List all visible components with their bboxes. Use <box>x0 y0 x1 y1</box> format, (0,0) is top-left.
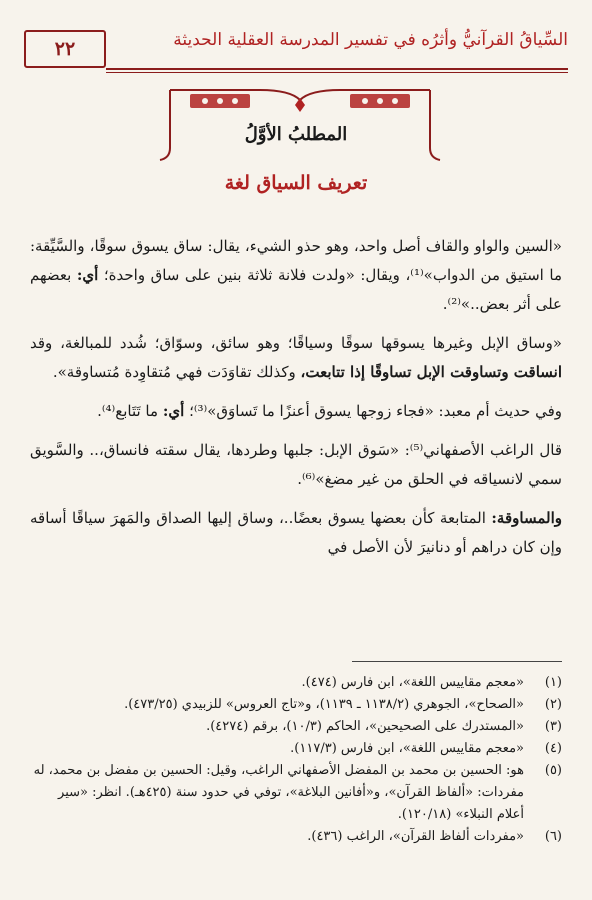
section-heading: تعريف السياق لغة <box>224 172 368 194</box>
footnote: (٢) «الصحاح»، الجوهري (١١٣٨/٢ ـ ١١٣٩)، و«تاج العروس» للزبيدي (٤٧٣/٢٥). <box>124 697 562 712</box>
footnote: (١) «معجم مقاييس اللغة»، ابن فارس (٤٧٤). <box>301 675 562 690</box>
paragraph-2: «وساق الإبل وغيرها يسوقها سوقًا وسياقًا؛ وهو سائق، وسوّاق؛ شُدد للمبالغة، وقد انساقت وتساوقت الإبل تساوقًا إذا تتابعت، وكذلك تقاوَدَت فهي مُتقاوِدة مُتساوقة». <box>30 334 562 381</box>
section-ornament <box>150 78 450 163</box>
page-number: ٢٢ <box>24 30 106 68</box>
footnote: (٣) «المستدرك على الصحيحين»، الحاكم (١٠/٣)، برقم (٤٢٧٤). <box>206 719 562 734</box>
running-title: السِّياقُ القرآنيُّ وأثرُه في تفسير المدرسة العقلية الحديثة <box>173 30 568 50</box>
footnote: (٦) «مفردات ألفاظ القرآن»، الراغب (٤٣٦). <box>307 829 562 844</box>
paragraph-1: «السين والواو والقاف أصل واحد، وهو حذو الشيء، يقال: ساق يسوق سوقًا، والسَّيِّقة: ما استيق من الدواب»⁽¹⁾، ويقال: «ولدت فلانة ثلاثة بنين على ساق واحدة؛ أي: بعضهم على أثر بعض..»⁽²⁾. <box>30 237 562 313</box>
footnote: (٥) هو: الحسين بن محمد بن المفضل الأصفهاني الراغب، وقيل: الحسين بن مفضل بن محمد، له مفردات: «ألفاظ القرآن»، و«أفانين البلاغة»، توفي في حدود سنة (٤٢٥هـ). انظر: «سير أعلام النبلاء» (١٢٠/١٨). <box>33 763 562 822</box>
body-text <box>30 232 562 572</box>
paragraph-4: قال الراغب الأصفهاني⁽⁵⁾: «سَوق الإبل: جلبها وطردها، يقال سقته فانساق،.. والسَّويق سمي لانسياقه في الحلق من غير مضغ»⁽⁶⁾. <box>30 441 563 488</box>
header-rule-thin <box>106 72 568 73</box>
footnote: (٤) «معجم مقاييس اللغة»، ابن فارس (١١٧/٣). <box>290 741 562 756</box>
paragraph-5: والمساوقة: المتابعة كأن بعضها يسوق بعضًا..، وساق إليها الصداق والمَهرَ سياقًا أساقه وإن كان دراهم أو دنانيرَ لأن الأصل في <box>30 509 562 556</box>
paragraph-3: وفي حديث أم معبد: «فجاء زوجها يسوق أعنزًا ما تَساوَق»⁽³⁾؛ أي: ما تَتَابع⁽⁴⁾. <box>97 402 562 420</box>
footnotes <box>30 672 562 848</box>
footnote-separator <box>352 661 562 662</box>
header-rule <box>106 68 568 70</box>
page-header <box>24 30 568 74</box>
section-label: المطلبُ الأوَّلُ <box>244 124 348 145</box>
